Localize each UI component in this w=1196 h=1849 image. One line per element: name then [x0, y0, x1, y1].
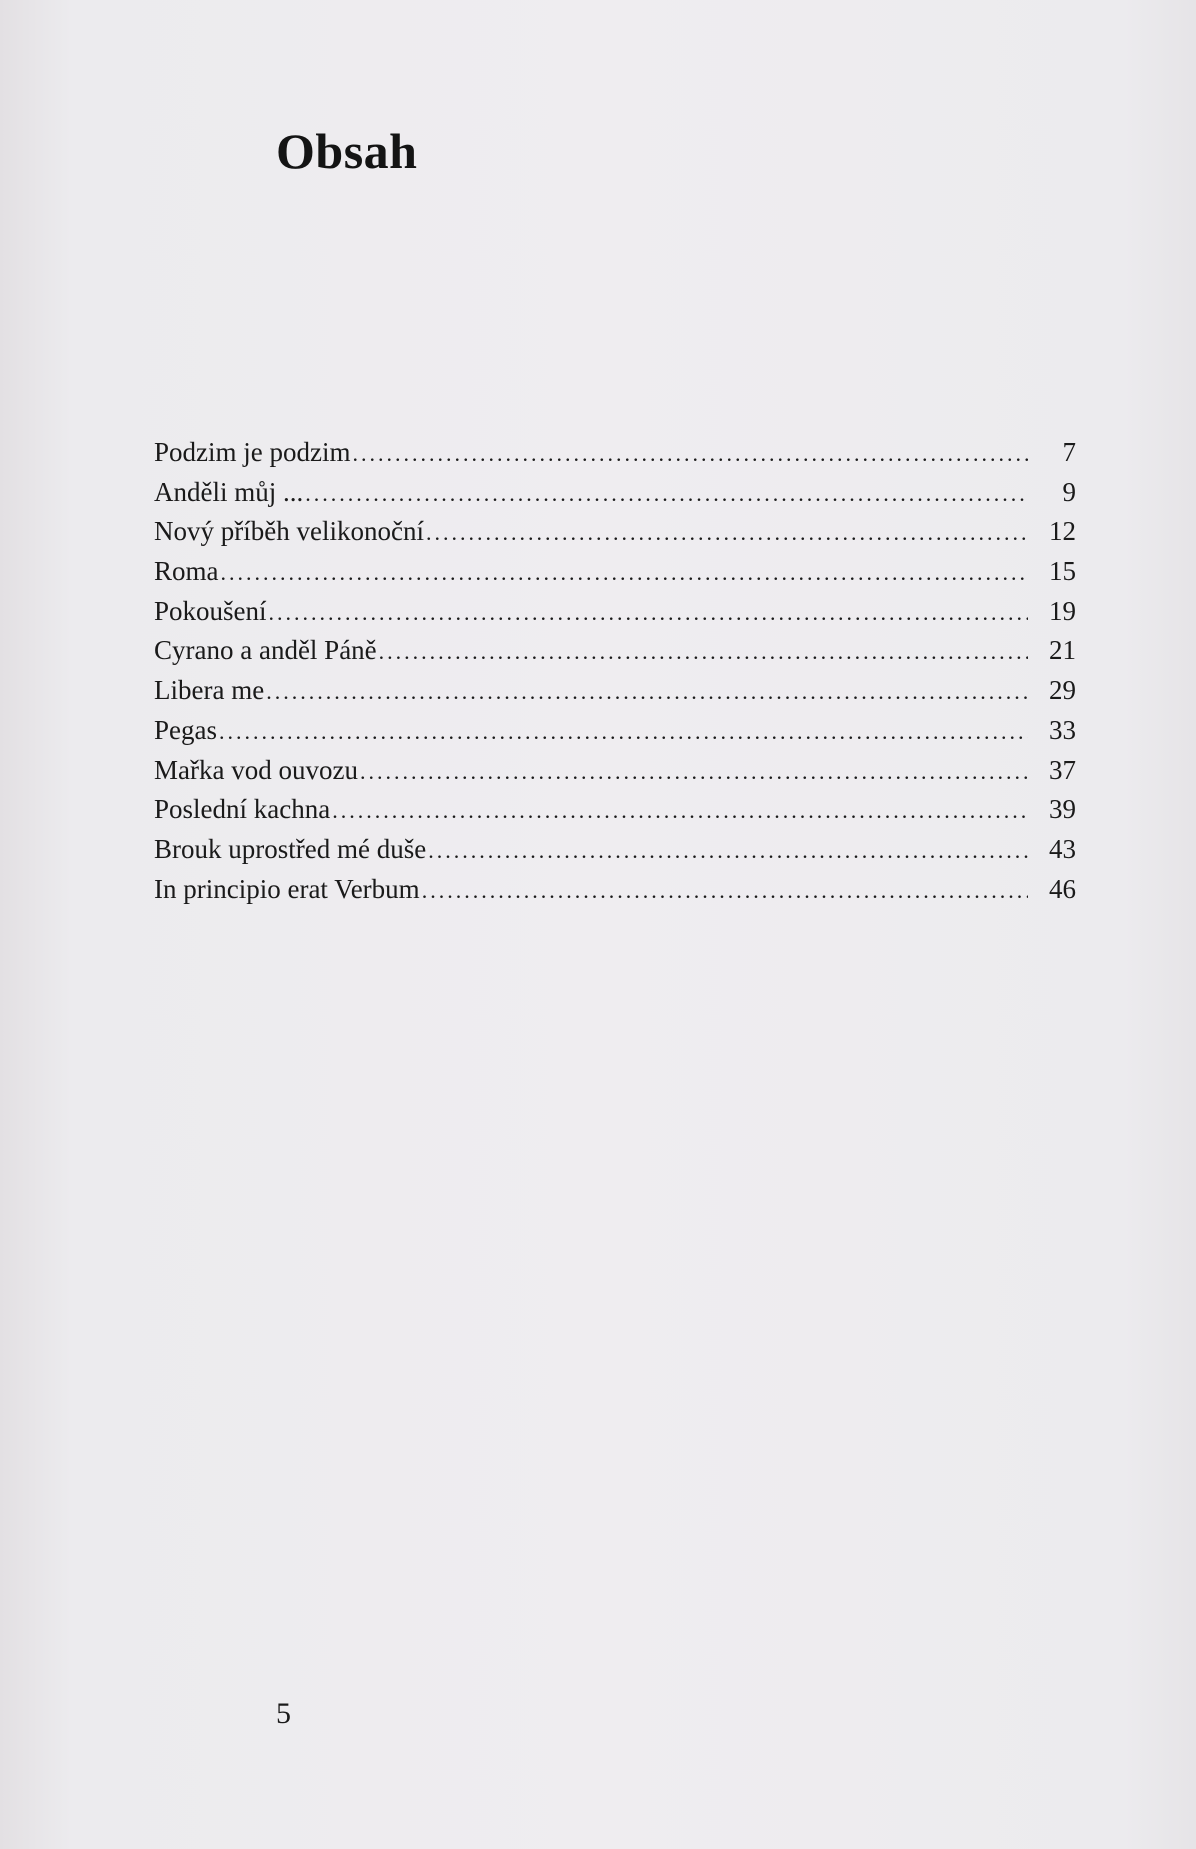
toc-leader-dots	[221, 560, 1029, 586]
page-title: Obsah	[276, 123, 418, 179]
toc-entry-page: 19	[1049, 595, 1076, 626]
toc-entry-title: Libera me	[154, 675, 265, 706]
toc-leader-dots	[360, 759, 1028, 785]
toc-leader-dots	[379, 639, 1028, 665]
toc-leader-dots	[428, 838, 1028, 864]
toc-entry-title: Mařka vod ouvozu	[154, 754, 358, 785]
toc-entry-title: Anděli můj ...	[154, 476, 304, 507]
toc-entry-title: Podzim je podzim	[154, 437, 351, 467]
toc-leader-dots	[332, 798, 1028, 824]
toc-leader-dots	[352, 441, 1028, 467]
toc-entry	[154, 556, 1076, 596]
toc-entry-title: Poslední kachna	[154, 794, 331, 825]
toc-entry	[154, 874, 1076, 914]
table-of-contents	[154, 437, 1076, 913]
toc-entry	[154, 516, 1076, 556]
toc-entry-title: Brouk uprostřed mé duše	[154, 833, 427, 864]
toc-entry-page: 12	[1049, 516, 1076, 547]
toc-entry-title: Pegas	[154, 714, 217, 745]
toc-entry	[154, 477, 1076, 517]
toc-entry-page: 21	[1049, 635, 1076, 666]
toc-leader-dots	[426, 520, 1028, 546]
toc-entry	[154, 675, 1076, 715]
toc-entry-title: Roma	[154, 556, 219, 587]
toc-entry-title: In principio erat Verbum	[154, 873, 420, 904]
page-number: 5	[276, 1697, 291, 1730]
toc-entry-title: Nový příběh velikonoční	[154, 516, 424, 547]
toc-entry	[154, 596, 1076, 636]
toc-entry	[154, 635, 1076, 675]
toc-leader-dots	[219, 719, 1028, 745]
toc-entry-page: 9	[1062, 476, 1076, 507]
toc-entry-page: 15	[1049, 556, 1076, 587]
toc-entry-page: 33	[1049, 714, 1076, 745]
toc-entry-page: 46	[1049, 873, 1076, 904]
toc-entry-page: 29	[1049, 675, 1076, 706]
toc-entry-page: 43	[1049, 833, 1076, 864]
toc-entry-title: Pokoušení	[154, 595, 267, 626]
toc-entry	[154, 715, 1076, 755]
toc-entry-page: 39	[1049, 794, 1076, 825]
toc-leader-dots	[266, 679, 1028, 705]
toc-entry-title: Cyrano a anděl Páně	[154, 635, 377, 666]
toc-entry	[154, 437, 1076, 477]
toc-entry-page: 37	[1049, 754, 1076, 785]
toc-entry	[154, 834, 1076, 874]
toc-entry-page: 7	[1062, 437, 1076, 467]
toc-entry	[154, 794, 1076, 834]
toc-leader-dots	[422, 878, 1028, 904]
toc-leader-dots	[305, 481, 1028, 507]
toc-leader-dots	[269, 600, 1028, 626]
toc-entry	[154, 755, 1076, 795]
